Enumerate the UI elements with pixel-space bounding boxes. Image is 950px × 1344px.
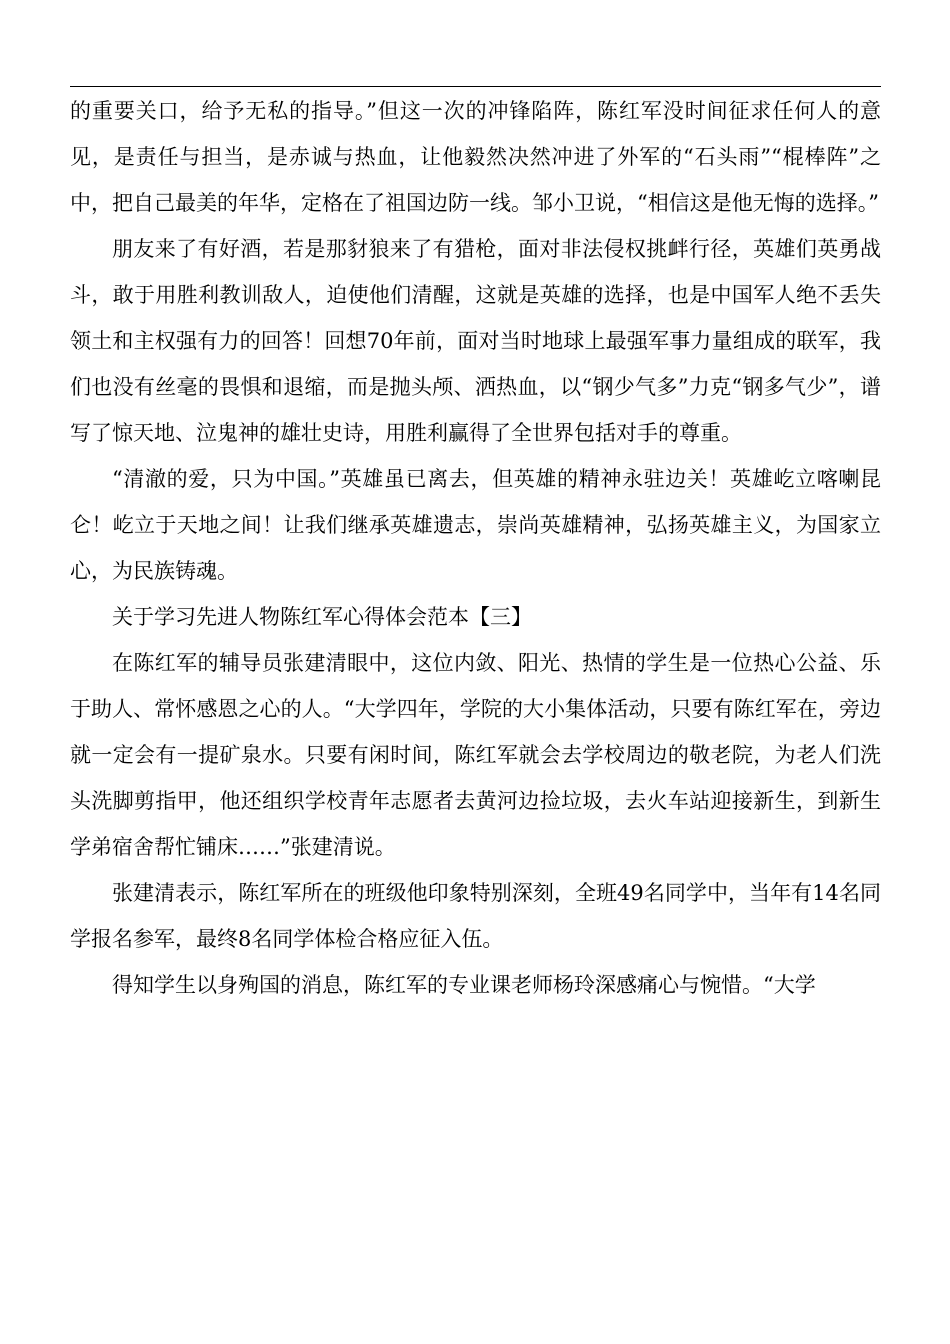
section-heading: 关于学习先进人物陈红军心得体会范本【三】 — [112, 605, 532, 629]
paragraph: 的重要关口，给予无私的指导。”但这一次的冲锋陷阵，陈红军没时间征求任何人的意见，是责任与担当，是赤诚与热血，让他毅然决然冲进了外军的“石头雨”“棍棒阵”之中，把自己最美的年华，定格在了祖国边防一线。邹小卫说，“相信这是他无悔的选择。” — [70, 99, 881, 215]
document-body — [70, 88, 881, 1008]
paragraph: 朋友来了有好酒，若是那豺狼来了有猎枪，面对非法侵权挑衅行径，英雄们英勇战斗，敢于用胜利教训敌人，迫使他们清醒，这就是英雄的选择，也是中国军人绝不丢失领土和主权强有力的回答！回想70年前，面对当时地球上最强军事力量组成的联军，我们也没有丝毫的畏惧和退缩，而是抛头颅、洒热血，以“钢少气多”力克“钢多气少”，谱写了惊天地、泣鬼神的雄壮史诗，用胜利赢得了全世界包括对手的尊重。 — [70, 237, 881, 445]
paragraph: 得知学生以身殉国的消息，陈红军的专业课老师杨玲深感痛心与惋惜。“大学 — [112, 973, 816, 997]
header-rule — [70, 86, 881, 87]
paragraph: 在陈红军的辅导员张建清眼中，这位内敛、阳光、热情的学生是一位热心公益、乐于助人、常怀感恩之心的人。“大学四年，学院的大小集体活动，只要有陈红军在，旁边就一定会有一提矿泉水。只要有闲时间，陈红军就会去学校周边的敬老院，为老人们洗头洗脚剪指甲，他还组织学校青年志愿者去黄河边捡垃圾，去火车站迎接新生，到新生学弟宿舍帮忙铺床……”张建清说。 — [70, 651, 881, 859]
paragraph: “清澈的爱，只为中国。”英雄虽已离去，但英雄的精神永驻边关！英雄屹立喀喇昆仑！屹立于天地之间！让我们继承英雄遗志，崇尚英雄精神，弘扬英雄主义，为国家立心，为民族铸魂。 — [70, 467, 881, 583]
paragraph: 张建清表示，陈红军所在的班级他印象特别深刻，全班49名同学中，当年有14名同学报名参军，最终8名同学体检合格应征入伍。 — [70, 881, 881, 951]
